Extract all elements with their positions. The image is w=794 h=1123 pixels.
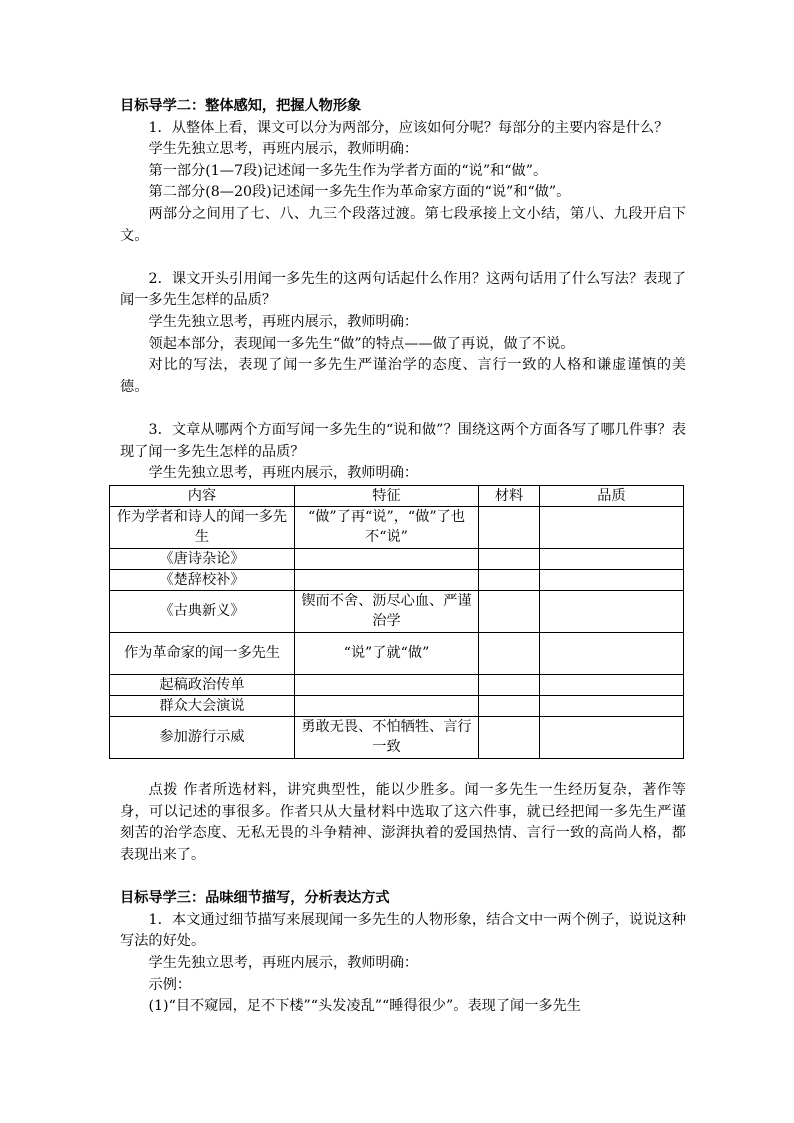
table-cell <box>540 674 684 695</box>
table-cell <box>479 674 540 695</box>
question-3-prompt: 学生先独立思考，再班内展示，教师明确： <box>148 465 419 482</box>
table-row <box>110 506 684 548</box>
table-cell: 《唐诗杂论》 <box>110 548 295 569</box>
section3-question-1: 1．本文通过细节描写来展现闻一多先生的人物形象，结合文中一两个例子，说说这种写法的好处。 <box>120 911 686 950</box>
table-cell <box>295 569 479 590</box>
table-row <box>110 716 684 758</box>
table-header-material: 材料 <box>479 485 540 506</box>
question-1-prompt: 学生先独立思考，再班内展示，教师明确： <box>148 141 419 158</box>
table-cell: 锲而不舍、沥尽心血、严谨治学 <box>295 590 479 632</box>
example-1: (1)“目不窥园，足不下楼”“头发凌乱”“睡得很少”。表现了闻一多先生 <box>148 998 581 1015</box>
table-cell <box>295 674 479 695</box>
table-cell <box>295 548 479 569</box>
table-cell <box>540 548 684 569</box>
table-cell <box>479 548 540 569</box>
table-cell <box>479 590 540 632</box>
table-header-feature: 特征 <box>295 485 479 506</box>
table-header-row <box>110 485 684 506</box>
table-cell <box>540 569 684 590</box>
answer-1-part1: 第一部分(1—7段)记述闻一多先生作为学者方面的“说”和“做”。 <box>148 162 548 179</box>
table-cell: 起稿政治传单 <box>110 674 295 695</box>
table-cell: 作为革命家的闻一多先生 <box>110 632 295 674</box>
question-2: 2．课文开头引用闻一多先生的这两句话起什么作用？这两句话用了什么写法？表现了闻一多先生怎样的品质？ <box>120 270 686 309</box>
table-cell <box>479 506 540 548</box>
table-row <box>110 590 684 632</box>
section3-heading: 目标导学三：品味细节描写，分析表达方式 <box>120 890 390 907</box>
table-cell <box>540 506 684 548</box>
table-cell <box>540 590 684 632</box>
question-3: 3．文章从哪两个方面写闻一多先生的“说和做”？围绕这两个方面各写了哪几件事？表现了闻一多先生怎样的品质？ <box>120 421 686 460</box>
table-row <box>110 569 684 590</box>
example-label: 示例： <box>148 976 192 993</box>
table-cell: 《古典新义》 <box>110 590 295 632</box>
question-2-prompt: 学生先独立思考，再班内展示，教师明确： <box>148 313 419 330</box>
table-row <box>110 695 684 716</box>
document-page <box>116 96 686 1018</box>
answer-1-transition: 两部分之间用了七、八、九三个段落过渡。第七段承接上文小结，第八、九段开启下文。 <box>120 205 686 244</box>
table-row <box>110 632 684 674</box>
table-cell <box>295 695 479 716</box>
table-cell: 勇敢无畏、不怕牺牲、言行一致 <box>295 716 479 758</box>
table-cell: 群众大会演说 <box>110 695 295 716</box>
table-row <box>110 548 684 569</box>
table-cell: 作为学者和诗人的闻一多先生 <box>110 506 295 548</box>
table-cell: 《楚辞校补》 <box>110 569 295 590</box>
table-cell <box>479 695 540 716</box>
table-cell <box>479 632 540 674</box>
table-header-content: 内容 <box>110 485 295 506</box>
table-row <box>110 674 684 695</box>
question-1: 1．从整体上看，课文可以分为两部分，应该如何分呢？每部分的主要内容是什么？ <box>148 119 669 136</box>
table-cell <box>540 695 684 716</box>
answer-2-part1: 领起本部分，表现闻一多先生“做”的特点——做了再说，做了不说。 <box>148 335 575 352</box>
table-cell <box>479 716 540 758</box>
answer-1-part2: 第二部分(8—20段)记述闻一多先生作为革命家方面的“说”和“做”。 <box>148 184 571 201</box>
table-cell: “说”了就“做” <box>295 632 479 674</box>
table-cell: 参加游行示威 <box>110 716 295 758</box>
table-cell: “做”了再“说”，“做”了也不“说” <box>295 506 479 548</box>
tip-paragraph: 点拨 作者所选材料，讲究典型性，能以少胜多。闻一多先生一生经历复杂，著作等身，可以记述的事很多。作者只从大量材料中选取了这六件事，就已经把闻一多先生严谨刻苦的治学态度、无私无畏的斗争精神、澎湃执着的爱国热情、言行一致的高尚人格，都表现出来了。 <box>120 782 686 864</box>
table-header-quality: 品质 <box>540 485 684 506</box>
table-cell <box>479 569 540 590</box>
answer-2-part2: 对比的写法，表现了闻一多先生严谨治学的态度、言行一致的人格和谦虚谨慎的美德。 <box>120 357 686 395</box>
section3-question-1-prompt: 学生先独立思考，再班内展示，教师明确： <box>148 955 419 972</box>
table-cell <box>540 632 684 674</box>
summary-table <box>109 485 684 759</box>
section2-heading: 目标导学二：整体感知，把握人物形象 <box>120 98 362 114</box>
table-cell <box>540 716 684 758</box>
